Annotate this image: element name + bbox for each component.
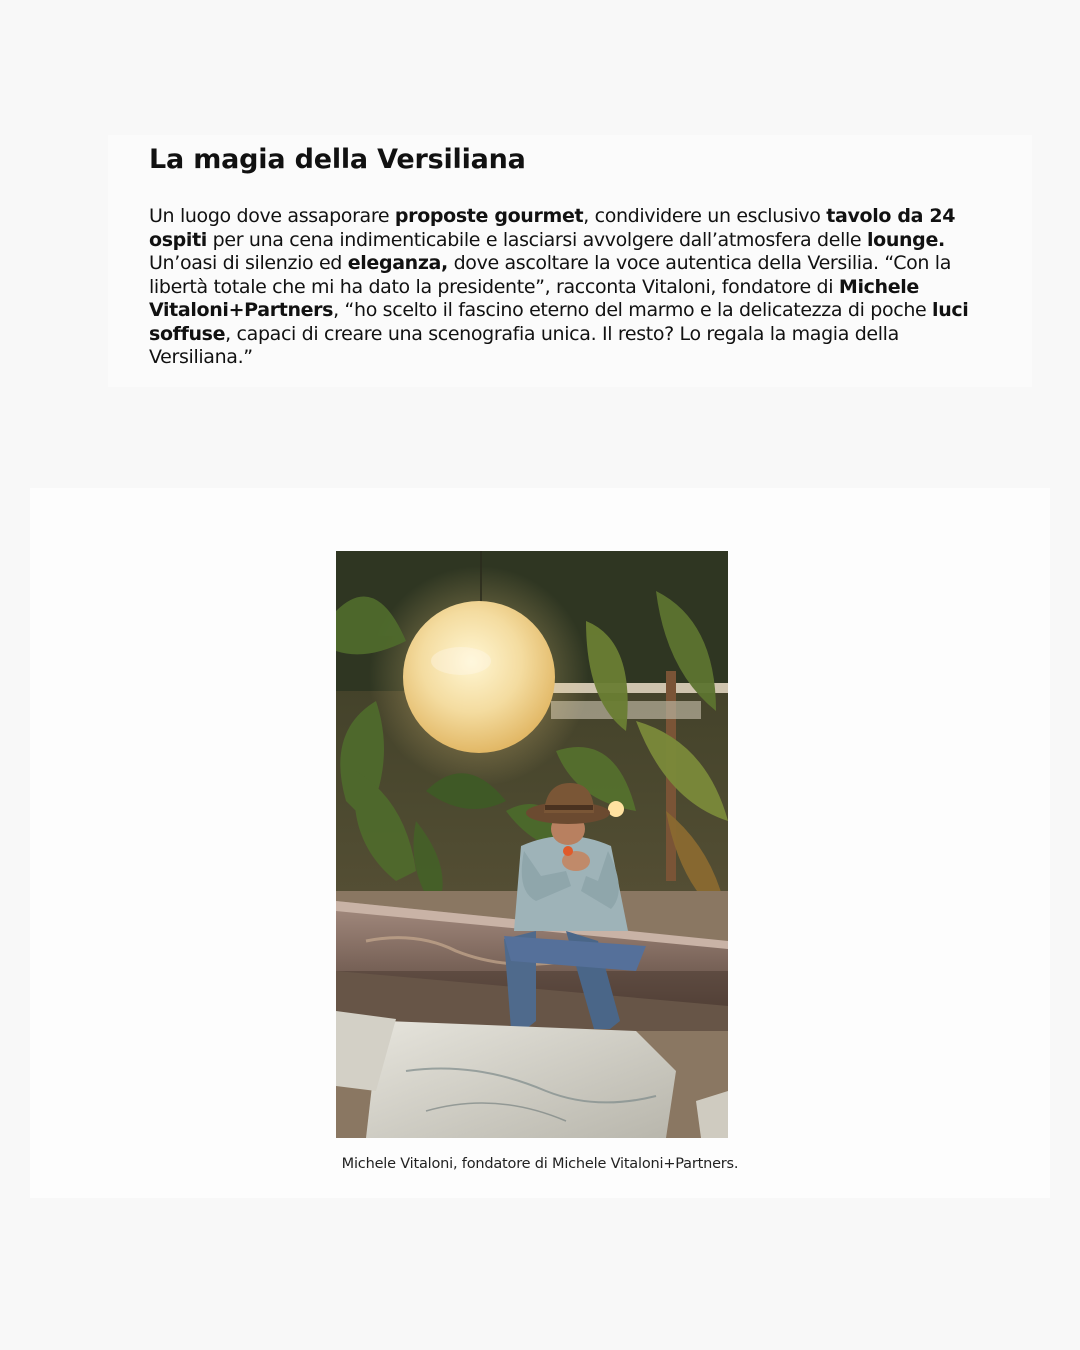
body-segment: , capaci di creare una scenografia unica. Il resto? Lo regala la magia della Versiliana.” bbox=[149, 322, 899, 368]
portrait-photo bbox=[336, 551, 728, 1138]
body-segment-bold: luci soffuse bbox=[149, 299, 969, 345]
body-segment: Un’oasi di silenzio ed bbox=[149, 252, 348, 274]
body-segment: , condividere un esclusivo bbox=[583, 205, 827, 227]
body-segment-bold: lounge. bbox=[866, 228, 945, 251]
article-text-card bbox=[108, 135, 1032, 387]
body-segment: Un luogo dove assaporare bbox=[149, 205, 395, 227]
body-segment-bold: eleganza, bbox=[347, 252, 448, 274]
body-segment: , “ho scelto il fascino eterno del marmo e la delicatezza di poche bbox=[333, 299, 933, 321]
body-segment-bold: tavolo da 24 ospiti bbox=[149, 205, 956, 251]
photo-figure bbox=[30, 488, 1050, 1198]
body-segment-bold: proposte gourmet bbox=[394, 205, 584, 227]
body-segment: dove ascoltare la voce autentica della Versilia. “Con la libertà totale che mi ha dato la presidente”, racconta Vitaloni, fondatore di bbox=[149, 252, 952, 298]
article-body bbox=[149, 205, 992, 370]
photo-caption: Michele Vitaloni, fondatore di Michele Vitaloni+Partners. bbox=[341, 1156, 739, 1172]
article-title: La magia della Versiliana bbox=[149, 144, 526, 175]
body-segment: per una cena indimenticabile e lasciarsi avvolgere dall’atmosfera delle bbox=[206, 228, 867, 251]
body-segment-bold: Michele Vitaloni+Partners bbox=[149, 275, 919, 321]
